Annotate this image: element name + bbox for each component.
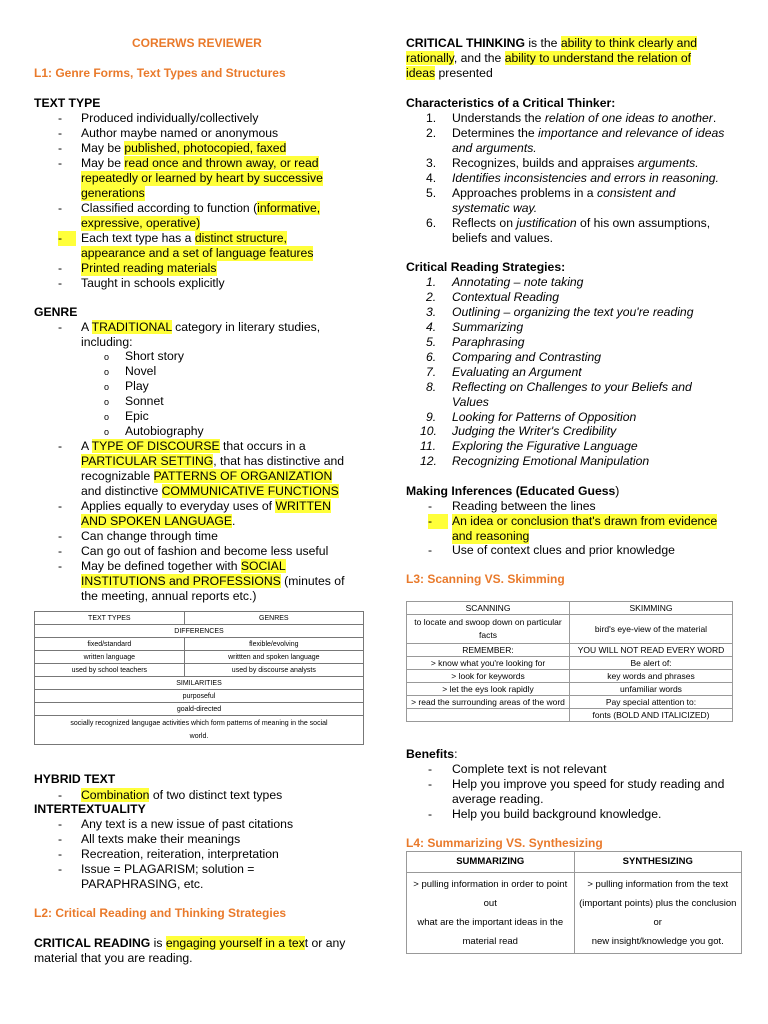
list-item: recognizable PATTERNS OF ORGANIZATION: [81, 469, 333, 483]
list-item: generations: [81, 186, 145, 200]
bullet-marker: o: [104, 382, 110, 392]
list-item: A TYPE OF DISCOURSE that occurs in a: [81, 439, 306, 453]
scanning-vs-skimming-table: [406, 601, 733, 722]
table-row: > know what you're looking for Be alert of:: [407, 657, 733, 670]
bullet-marker: o: [104, 412, 110, 422]
list-item: Reflecting on Challenges to your Beliefs and: [452, 380, 692, 394]
list-item: Use of context clues and prior knowledge: [452, 543, 675, 557]
list-item: A TRADITIONAL category in literary studies,: [81, 320, 321, 334]
list-item: Printed reading materials: [81, 261, 217, 275]
l2-heading: L2: Critical Reading and Thinking Strategies: [34, 906, 287, 920]
list-item: Epic: [125, 409, 149, 423]
bullet-marker: o: [104, 397, 110, 407]
list-item: expressive, operative): [81, 216, 201, 230]
list-item: Author maybe named or anonymous: [81, 126, 279, 140]
list-item: Comparing and Contrasting: [452, 350, 602, 364]
list-item: All texts make their meanings: [81, 832, 241, 846]
list-item: Autobiography: [125, 424, 204, 438]
list-item: AND SPOKEN LANGUAGE.: [81, 514, 236, 528]
list-item: Sonnet: [125, 394, 164, 408]
critical-reading-definition-cont: material that you are reading.: [34, 951, 193, 965]
list-item: An idea or conclusion that's drawn from evidence: [452, 514, 718, 528]
list-item: Novel: [125, 364, 157, 378]
list-item: Recreation, reiteration, interpretation: [81, 847, 279, 861]
list-item: Any text is a new issue of past citations: [81, 817, 294, 831]
bullet-marker: o: [104, 427, 110, 437]
critical-reading-definition: CRITICAL READING is engaging yourself in a text or any: [34, 936, 346, 950]
list-item: PARAPHRASING, etc.: [81, 877, 204, 891]
list-item: Annotating – note taking: [452, 275, 584, 289]
list-item: and arguments.: [452, 141, 537, 155]
list-item: Issue = PLAGARISM; solution =: [81, 862, 255, 876]
list-item: Contextual Reading: [452, 290, 560, 304]
table-row: written language writtten and spoken language: [35, 651, 364, 664]
table-row: [35, 716, 364, 745]
list-item: Understands the relation of one ideas to another.: [452, 111, 717, 125]
list-item: and reasoning: [452, 529, 530, 543]
list-item: repeatedly or learned by heart by successive: [81, 171, 323, 185]
list-item: Judging the Writer's Credibility: [452, 424, 617, 438]
table-header: SYNTHESIZING: [574, 852, 742, 873]
list-item: Determines the importance and relevance of ideas: [452, 126, 725, 140]
inferences-heading: Making Inferences (Educated Guess): [406, 484, 620, 498]
table-row: > pulling information in order to point out what are the important ideas in the material read > pulling information from the text (important points) plus the conclusion or new insight/knowledge you got.: [407, 873, 742, 954]
table-header: SCANNING: [407, 602, 570, 615]
text-type-heading: TEXT TYPE: [34, 96, 101, 110]
list-item: including:: [81, 335, 133, 349]
table-header: SKIMMING: [570, 602, 733, 615]
characteristics-heading: Characteristics of a Critical Thinker:: [406, 96, 616, 110]
table-row: > let the eys look rapidly unfamiliar words: [407, 683, 733, 696]
list-item: Help you improve you speed for study reading and: [452, 777, 725, 791]
critical-thinking-definition-cont: rationally, and the ability to understand the relation of: [406, 51, 692, 65]
list-item: Recognizing Emotional Manipulation: [452, 454, 650, 468]
table-header: GENRES: [184, 612, 363, 625]
list-item: Each text type has a distinct structure,: [81, 231, 287, 245]
list-item: Approaches problems in a consistent and: [452, 186, 676, 200]
l4-heading: L4: Summarizing VS. Synthesizing: [406, 836, 603, 850]
strategies-heading: Critical Reading Strategies:: [406, 260, 566, 274]
table-section-label: DIFFERENCES: [35, 625, 364, 638]
list-item: Outlining – organizing the text you're reading: [452, 305, 694, 319]
list-item: Evaluating an Argument: [452, 365, 582, 379]
list-item: Help you build background knowledge.: [452, 807, 662, 821]
table-row: fonts (BOLD AND ITALICIZED): [407, 709, 733, 722]
list-item: Values: [452, 395, 489, 409]
table-row: goald-directed: [35, 703, 364, 716]
list-item: Can change through time: [81, 529, 218, 543]
table-section-label: SIMILARITIES: [35, 677, 364, 690]
list-item: appearance and a set of language features: [81, 246, 314, 260]
critical-thinking-definition: CRITICAL THINKING is the ability to think clearly and: [406, 36, 698, 50]
bullet-marker: o: [104, 352, 110, 362]
critical-thinking-definition-end: ideas presented: [406, 66, 493, 80]
list-item: Exploring the Figurative Language: [452, 439, 638, 453]
hybrid-text-heading: HYBRID TEXT: [34, 772, 116, 786]
list-item: May be defined together with SOCIAL: [81, 559, 286, 573]
list-item: the meeting, annual reports etc.): [81, 589, 257, 603]
table-footer-line: socially recognized langugae activities which form patterns of meaning in the social: [70, 720, 328, 727]
list-item: Can go out of fashion and become less useful: [81, 544, 329, 558]
list-item: Combination of two distinct text types: [81, 788, 283, 802]
text-types-vs-genres-table: [34, 611, 364, 745]
list-item: INSTITUTIONS and PROFESSIONS (minutes of: [81, 574, 345, 588]
list-item: systematic way.: [452, 201, 538, 215]
list-item: Recognizes, builds and appraises arguments.: [452, 156, 699, 170]
benefits-heading: Benefits:: [406, 747, 458, 761]
list-item: Identifies inconsistencies and errors in reasoning.: [452, 171, 719, 185]
list-item: Paraphrasing: [452, 335, 525, 349]
l3-heading: L3: Scanning VS. Skimming: [406, 572, 565, 586]
list-item: Taught in schools explicitly: [81, 276, 225, 290]
list-item: Reading between the lines: [452, 499, 596, 513]
bullet-marker: o: [104, 367, 110, 377]
list-item: Classified according to function (informative,: [81, 201, 321, 215]
table-row: purposeful: [35, 690, 364, 703]
list-item: and distinctive COMMUNICATIVE FUNCTIONS: [81, 484, 339, 498]
table-row: > look for keywords key words and phrases: [407, 670, 733, 683]
summarizing-vs-synthesizing-table: [406, 851, 742, 954]
table-header: SUMMARIZING: [407, 852, 575, 873]
list-item: Produced individually/collectively: [81, 111, 259, 125]
list-item: beliefs and values.: [452, 231, 553, 245]
list-item: PARTICULAR SETTING, that has distinctive and: [81, 454, 345, 468]
list-item: Play: [125, 379, 149, 393]
list-item: Complete text is not relevant: [452, 762, 607, 776]
list-item: May be published, photocopied, faxed: [81, 141, 287, 155]
list-item: May be read once and thrown away, or read: [81, 156, 319, 170]
table-header: TEXT TYPES: [35, 612, 185, 625]
table-row: to locate and swoop down on particular facts bird's eye-view of the material: [407, 615, 733, 644]
table-row: REMEMBER: YOU WILL NOT READ EVERY WORD: [407, 644, 733, 657]
table-footer-line: world.: [189, 733, 209, 740]
genre-heading: GENRE: [34, 305, 78, 319]
list-item: Short story: [125, 349, 184, 363]
intertextuality-heading: INTERTEXTUALITY: [34, 802, 146, 816]
list-item: Looking for Patterns of Opposition: [452, 410, 637, 424]
document-title: CORERWS REVIEWER: [132, 36, 262, 50]
list-item: Reflects on justification of his own assumptions,: [452, 216, 711, 230]
table-row: fixed/standard flexible/evolving: [35, 638, 364, 651]
list-item: average reading.: [452, 792, 544, 806]
list-item: Summarizing: [452, 320, 524, 334]
table-row: > read the surrounding areas of the word Pay special attention to:: [407, 696, 733, 709]
l1-heading: L1: Genre Forms, Text Types and Structures: [34, 66, 286, 80]
table-row: used by school teachers used by discourse analysts: [35, 664, 364, 677]
list-item: Applies equally to everyday uses of WRITTEN: [81, 499, 331, 513]
